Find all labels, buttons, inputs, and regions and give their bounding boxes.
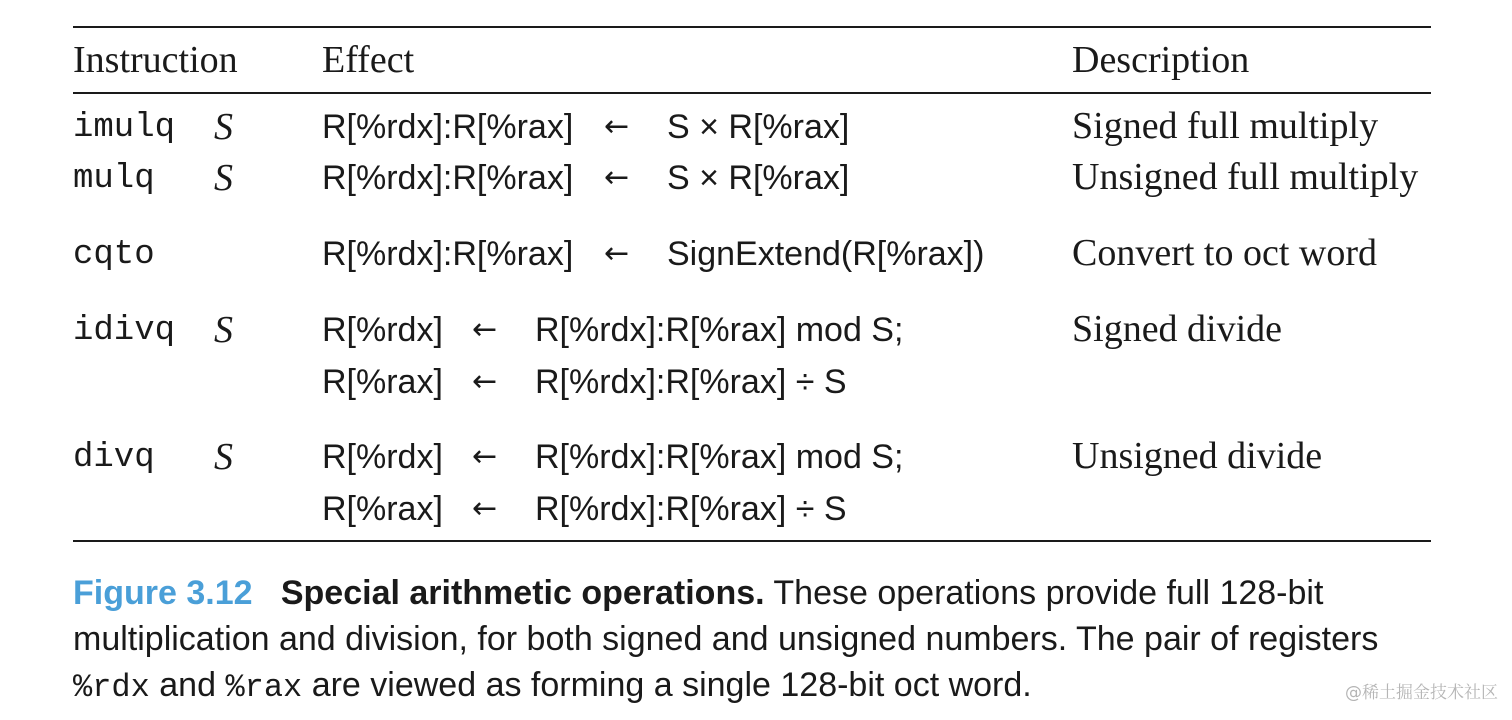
figure-caption-line-3 <box>73 668 1032 704</box>
figure-title: Special arithmetic operations. <box>280 574 765 612</box>
effect-dest: R[%rdx]:R[%rax] <box>322 159 574 197</box>
effect-arrow: ← <box>472 439 498 474</box>
register-rax: %rax <box>225 669 303 706</box>
description-signed-full-multiply: Signed full multiply <box>1072 105 1379 147</box>
caption-text: multiplication and division, for both signed and unsigned numbers. The pair of registers <box>73 620 1379 658</box>
effect-expression: S × R[%rax] <box>667 159 850 197</box>
figure-label: Figure 3.12 <box>73 574 253 612</box>
effect-dest: R[%rdx]:R[%rax] <box>322 235 574 273</box>
figure-caption-line-2 <box>73 622 1378 656</box>
effect-expression: R[%rdx]:R[%rax] mod S; <box>535 311 904 349</box>
effect-expression: R[%rdx]:R[%rax] ÷ S <box>535 363 847 401</box>
effect-expression: R[%rdx]:R[%rax] ÷ S <box>535 490 847 528</box>
watermark: @稀土掘金技术社区 <box>1345 683 1498 703</box>
figure-caption-line-1 <box>73 576 1323 610</box>
effect-arrow: ← <box>604 160 630 195</box>
header-instruction: Instruction <box>73 39 238 81</box>
effect-expression: S × R[%rax] <box>667 108 850 146</box>
table-top-rule <box>73 26 1431 28</box>
effect-arrow: ← <box>472 364 498 399</box>
effect-dest: R[%rdx]:R[%rax] <box>322 108 574 146</box>
effect-arrow: ← <box>472 312 498 347</box>
instruction-divq: divq <box>73 439 155 477</box>
effect-arrow: ← <box>604 109 630 144</box>
operand-s: S <box>214 106 233 148</box>
description-unsigned-divide: Unsigned divide <box>1072 435 1323 477</box>
effect-expression: R[%rdx]:R[%rax] mod S; <box>535 438 904 476</box>
instruction-imulq: imulq <box>73 109 176 147</box>
caption-text: These operations provide full 128-bit <box>773 574 1324 612</box>
effect-dest: R[%rdx] <box>322 438 443 476</box>
header-effect: Effect <box>322 39 415 81</box>
description-convert-to-oct-word: Convert to oct word <box>1072 232 1378 274</box>
effect-arrow: ← <box>472 491 498 526</box>
table-header-rule <box>73 92 1431 94</box>
description-unsigned-full-multiply: Unsigned full multiply <box>1072 156 1419 198</box>
operand-s: S <box>214 157 233 199</box>
instruction-cqto: cqto <box>73 236 155 274</box>
effect-arrow: ← <box>604 236 630 271</box>
instruction-idivq: idivq <box>73 312 176 350</box>
register-rdx: %rdx <box>73 669 150 706</box>
effect-dest: R[%rdx] <box>322 311 443 349</box>
instruction-mulq: mulq <box>73 160 155 198</box>
caption-text: and <box>149 666 226 704</box>
operand-s: S <box>214 309 233 351</box>
effect-dest: R[%rax] <box>322 490 443 528</box>
effect-dest: R[%rax] <box>322 363 443 401</box>
effect-expression: SignExtend(R[%rax]) <box>667 235 985 273</box>
operand-s: S <box>214 436 233 478</box>
caption-text: are viewed as forming a single 128-bit oct word. <box>302 666 1032 704</box>
table-bottom-rule <box>73 540 1431 542</box>
description-signed-divide: Signed divide <box>1072 308 1283 350</box>
header-description: Description <box>1072 39 1250 81</box>
